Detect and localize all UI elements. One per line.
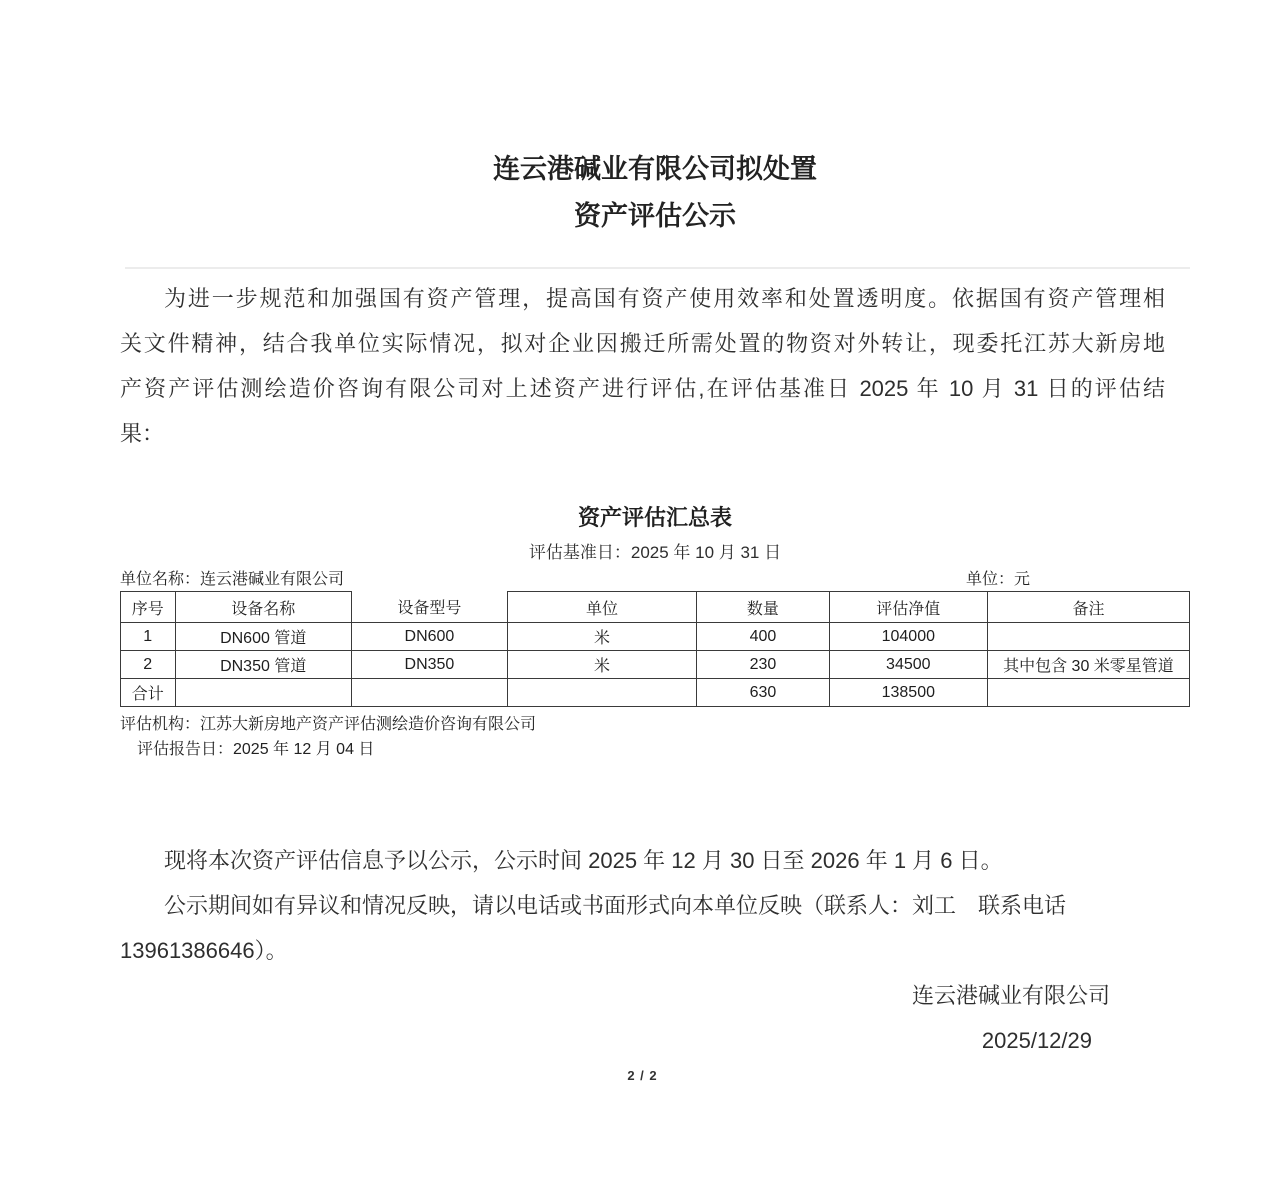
table-header-row xyxy=(121,592,1190,623)
cell-quantity: 230 xyxy=(697,651,830,679)
cell-equipment-name: DN350 管道 xyxy=(175,651,351,679)
valuation-base-date: 评估基准日：2025 年 10 月 31 日 xyxy=(528,543,782,562)
title-divider xyxy=(125,267,1190,269)
col-header-index: 序号 xyxy=(121,592,176,623)
currency-unit-label: 单位：元 xyxy=(965,571,1030,588)
col-header-quantity: 数量 xyxy=(697,592,830,623)
doc-title-line2: 资产评估公示 xyxy=(574,201,736,231)
evaluation-report-date: 评估报告日：2025 年 12 月 04 日 xyxy=(137,741,375,758)
cell-remarks xyxy=(987,623,1189,651)
table-meta-row xyxy=(120,569,1190,591)
col-header-equipment-name: 设备名称 xyxy=(175,592,351,623)
col-header-equipment-model: 设备型号 xyxy=(351,592,507,623)
intro-line: 为进一步规范和加强国有资产管理，提高国有资产使用效率和处置透明度。依据国有资产管理相 xyxy=(164,286,1165,311)
table-row xyxy=(121,651,1190,679)
cell-total-label: 合计 xyxy=(121,679,176,707)
signature-company: 连云港碱业有限公司 xyxy=(911,983,1110,1008)
announcement-line: 13961386646）。 xyxy=(120,938,288,963)
cell-net-value: 104000 xyxy=(829,623,987,651)
col-header-net-value: 评估净值 xyxy=(829,592,987,623)
cell-equipment-name: DN600 管道 xyxy=(175,623,351,651)
announcement-line: 现将本次资产评估信息予以公示，公示时间 2025 年 12 月 30 日至 2026 年 1 月 6 日。 xyxy=(164,848,1003,873)
doc-title-line1: 连云港碱业有限公司拟处置 xyxy=(493,154,817,184)
cell-remarks: 其中包含 30 米零星管道 xyxy=(987,651,1189,679)
cell-index: 2 xyxy=(121,651,176,679)
summary-table-title: 资产评估汇总表 xyxy=(577,505,732,530)
table-total-row xyxy=(121,679,1190,707)
cell-unit: 米 xyxy=(507,623,696,651)
cell-equipment-model: DN350 xyxy=(351,651,507,679)
cell-equipment-model: DN600 xyxy=(351,623,507,651)
page-number-indicator: 2 / 2 xyxy=(627,1068,658,1083)
cell-total-net-value: 138500 xyxy=(829,679,987,707)
announcement-line: 公示期间如有异议和情况反映，请以电话或书面形式向本单位反映（联系人：刘工 联系电话 xyxy=(164,893,1067,918)
cell-equipment-model xyxy=(351,679,507,707)
cell-unit: 米 xyxy=(507,651,696,679)
cell-remarks xyxy=(987,679,1189,707)
col-header-remarks: 备注 xyxy=(987,592,1189,623)
cell-index: 1 xyxy=(121,623,176,651)
cell-net-value: 34500 xyxy=(829,651,987,679)
cell-equipment-name xyxy=(175,679,351,707)
unit-name-label: 单位名称：连云港碱业有限公司 xyxy=(120,571,345,588)
evaluation-agency: 评估机构：江苏大新房地产资产评估测绘造价咨询有限公司 xyxy=(120,716,537,733)
cell-total-quantity: 630 xyxy=(697,679,830,707)
table-row xyxy=(121,623,1190,651)
asset-summary-table xyxy=(120,591,1190,707)
announcement-paragraph xyxy=(120,838,1190,973)
signature-block xyxy=(120,973,1190,1063)
intro-paragraph xyxy=(120,276,1165,456)
document-page xyxy=(120,0,1190,1063)
intro-line: 关文件精神，结合我单位实际情况，拟对企业因搬迁所需处置的物资对外转让，现委托江苏大新房地 xyxy=(120,331,1165,356)
cell-quantity: 400 xyxy=(697,623,830,651)
intro-line: 果： xyxy=(120,421,165,446)
col-header-unit: 单位 xyxy=(507,592,696,623)
cell-unit xyxy=(507,679,696,707)
signature-date: 2025/12/29 xyxy=(981,1028,1092,1053)
intro-line: 产资产评估测绘造价咨询有限公司对上述资产进行评估,在评估基准日 2025 年 10 月 31 日的评估结 xyxy=(120,376,1165,401)
